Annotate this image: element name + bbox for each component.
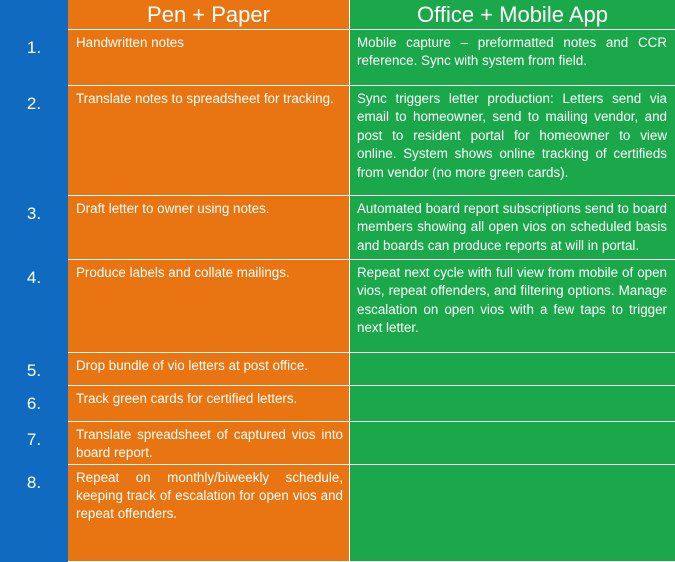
row-number: 2. bbox=[0, 86, 68, 196]
office-mobile-app-step bbox=[350, 465, 675, 562]
pen-paper-header: Pen + Paper bbox=[68, 0, 350, 30]
office-mobile-app-step: Mobile capture – preformatted notes and CCR reference. Sync with system from field. bbox=[350, 30, 675, 86]
row-number: 5. bbox=[0, 353, 68, 386]
pen-paper-step: Translate notes to spreadsheet for tracking. bbox=[68, 86, 350, 196]
row-number: 1. bbox=[0, 30, 68, 86]
pen-paper-step: Repeat on monthly/biweekly schedule, keeping track of escalation for open vios and repeat offenders. bbox=[68, 465, 350, 562]
pen-paper-step: Produce labels and collate mailings. bbox=[68, 260, 350, 353]
office-mobile-app-step bbox=[350, 386, 675, 422]
row-number: 8. bbox=[0, 465, 68, 562]
office-mobile-app-step bbox=[350, 353, 675, 386]
row-number: 7. bbox=[0, 422, 68, 465]
row-number: 4. bbox=[0, 260, 68, 353]
pen-paper-step: Handwritten notes bbox=[68, 30, 350, 86]
row-number: 3. bbox=[0, 196, 68, 260]
office-mobile-app-step: Automated board report subscriptions send to board members showing all open vios on scheduled basis and boards can produce reports at will in portal. bbox=[350, 196, 675, 260]
office-mobile-app-step: Sync triggers letter production: Letters send via email to homeowner, send to mailing vendor, and post to resident portal for homeowner to view online. System shows online tracking of certifieds from vendor (no more green cards). bbox=[350, 86, 675, 196]
pen-paper-step: Track green cards for certified letters. bbox=[68, 386, 350, 422]
pen-paper-step: Drop bundle of vio letters at post office. bbox=[68, 353, 350, 386]
office-mobile-app-step bbox=[350, 422, 675, 465]
pen-paper-step: Draft letter to owner using notes. bbox=[68, 196, 350, 260]
office-mobile-app-header: Office + Mobile App bbox=[350, 0, 675, 30]
number-column-header bbox=[0, 0, 68, 30]
office-mobile-app-step: Repeat next cycle with full view from mobile of open vios, repeat offenders, and filtering options. Manage escalation on open vios with a few taps to trigger next letter. bbox=[350, 260, 675, 353]
pen-paper-step: Translate spreadsheet of captured vios into board report. bbox=[68, 422, 350, 465]
row-number: 6. bbox=[0, 386, 68, 422]
